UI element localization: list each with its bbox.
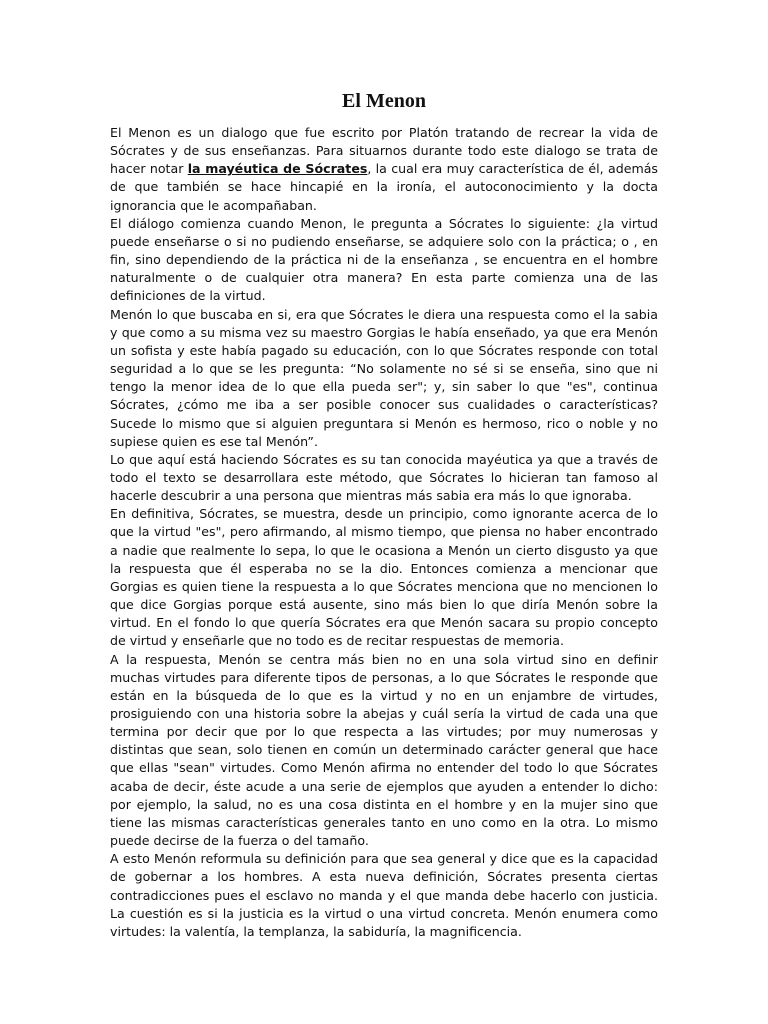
paragraph-6: A la respuesta, Menón se centra más bien no en una sola virtud sino en definir muchas virtudes para diferente tipos de personas, a lo que Sócrates le responde que están en la búsqueda de lo que es la virtud y no en un enjambre de virtudes, prosiguiendo con una historia sobre la abejas y cuál sería la virtud de cada una que termina por decir que por lo que respecta a las virtudes; por muy numerosas y distintas que sean, solo tienen en común un determinado carácter general que hace que ellas "sean" virtudes. Como Menón afirma no entender del todo lo que Sócrates acaba de decir, éste acude a una serie de ejemplos que ayuden a entender lo dicho: por ejemplo, la salud, no es una cosa distinta en el hombre y en la mujer sino que tiene las mismas características generales tanto en uno como en la otra. Lo mismo puede decirse de la fuerza o del tamaño.	[110, 651, 658, 849]
document-title: El Menon	[342, 90, 426, 112]
paragraph-4: Lo que aquí está haciendo Sócrates es su tan conocida mayéutica ya que a través de todo el texto se desarrollara este método, que Sócrates lo hicieran tan famoso al hacerle descubrir a una persona que mientras más sabia era más lo que ignoraba.	[110, 451, 658, 504]
paragraph-2: El diálogo comienza cuando Menon, le pregunta a Sócrates lo siguiente: ¿la virtud puede enseñarse o si no pudiendo enseñarse, se adquiere solo con la práctica; o , en fin, sino dependiendo de la práctica ni de la enseñanza , se encuentra en el hombre naturalmente o de cualquier otra manera? En esta parte comienza una de las definiciones de la virtud.	[110, 215, 658, 304]
paragraph-3: Menón lo que buscaba en si, era que Sócrates le diera una respuesta como el la sabia y que como a su misma vez su maestro Gorgias le había enseñado, ya que era Menón un sofista y este había pagado su educación, con lo que Sócrates responde con total seguridad a lo que se les pregunta: “No solamente no sé si se enseña, sino que ni tengo la menor idea de lo que ella pueda ser"; y, sin saber lo que "es", continua Sócrates, ¿cómo me iba a ser posible conocer sus cualidades o características? Sucede lo mismo que si alguien preguntara si Menón es hermoso, rico o noble y no supiese quien es ese tal Menón”.	[110, 306, 658, 449]
paragraph-1-text-before: El Menon es un dialogo que fue escrito por Platón tratando de recrear la vida de Sócrates y de sus enseñanzas. Para situarnos durante todo este dialogo se trata de hacer notar	[110, 125, 658, 177]
mayeutica-link[interactable]: la mayéutica de Sócrates	[187, 161, 368, 177]
paragraph-7: A esto Menón reformula su definición para que sea general y dice que es la capacidad de gobernar a los hombres. A esta nueva definición, Sócrates presenta ciertas contradicciones pues el esclavo no manda y el que manda debe hacerlo con justicia. La cuestión es si la justicia es la virtud o una virtud concreta. Menón enumera como virtudes: la valentía, la templanza, la sabiduría, la magnificencia.	[110, 851, 658, 939]
document-body	[110, 124, 658, 941]
paragraph-1-text-after: , la cual era muy característica de él, además de que también se hace hincapié en la ironía, el autoconocimiento y la docta ignorancia que le acompañaban.	[110, 161, 658, 213]
paragraph-1	[110, 124, 658, 215]
paragraph-5: En definitiva, Sócrates, se muestra, desde un principio, como ignorante acerca de lo que la virtud "es", pero afirmando, al mismo tiempo, que piensa no haber encontrado a nadie que realmente lo sepa, lo que le ocasiona a Menón un cierto disgusto ya que la respuesta que él esperaba no se la dio. Entonces comienza a mencionar que Gorgias es quien tiene la respuesta a lo que Sócrates menciona que no mencionen lo que dice Gorgias porque está ausente, sino más bien lo que diría Menón sobre la virtud. En el fondo lo que quería Sócrates era que Menón sacara su propio concepto de virtud y enseñarle que no todo es de recitar respuestas de memoria.	[110, 506, 658, 649]
